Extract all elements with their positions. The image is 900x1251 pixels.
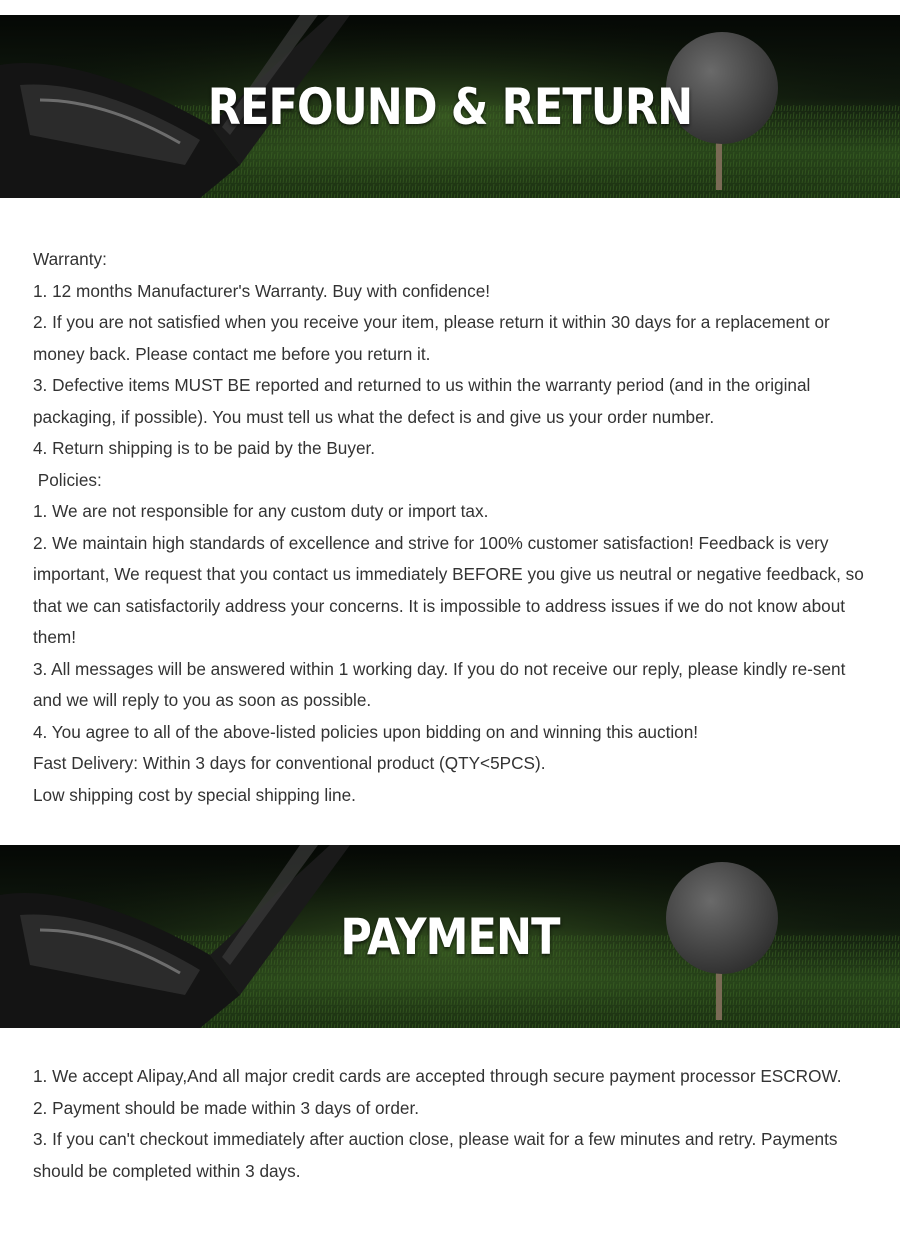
payment-heading: PAYMENT <box>340 908 560 966</box>
refund-line: Fast Delivery: Within 3 days for conventional product (QTY<5PCS). <box>33 753 546 773</box>
payment-banner <box>0 845 900 1028</box>
refund-line: 4. Return shipping is to be paid by the Buyer. <box>33 438 376 458</box>
refund-line: Warranty: <box>33 249 107 269</box>
refund-line: 2. If you are not satisfied when you receive your item, please return it within 30 days for a replacement or money back. Please contact me before you return it. <box>33 312 835 364</box>
payment-line: 2. Payment should be made within 3 days of order. <box>33 1097 419 1118</box>
refund-line: 2. We maintain high standards of excellence and strive for 100% customer satisfaction! Feedback is very important, We request that you contact us immediately BEFORE you give us neutral or negative feedback, so that we can satisfactorily address your concerns. It is impossible to address issues if we do not know about them! <box>33 532 869 647</box>
refund-line: 4. You agree to all of the above-listed policies upon bidding on and winning this auction! <box>33 721 699 742</box>
payment-text <box>33 1061 873 1187</box>
refund-line: 1. 12 months Manufacturer's Warranty. Buy with confidence! <box>33 280 491 301</box>
refund-line: Low shipping cost by special shipping line. <box>33 784 356 805</box>
refund-return-banner <box>0 15 900 198</box>
payment-line: 1. We accept Alipay,And all major credit cards are accepted through secure payment processor ESCROW. <box>33 1066 842 1086</box>
refund-return-heading: REFOUND & RETURN <box>207 78 693 136</box>
refund-return-text <box>33 244 873 811</box>
refund-line: Policies: <box>33 469 102 490</box>
refund-line: 3. All messages will be answered within 1 working day. If you do not receive our reply, please kindly re-sent and we will reply to you as soon as possible. <box>33 658 851 710</box>
payment-line: 3. If you can't checkout immediately after auction close, please wait for a few minutes and retry. Payments should be completed within 3 days. <box>33 1129 843 1181</box>
refund-line: 3. Defective items MUST BE reported and returned to us within the warranty period (and in the original packaging, if possible). You must tell us what the defect is and give us your order number. <box>33 375 816 427</box>
refund-line: 1. We are not responsible for any custom duty or import tax. <box>33 501 489 521</box>
